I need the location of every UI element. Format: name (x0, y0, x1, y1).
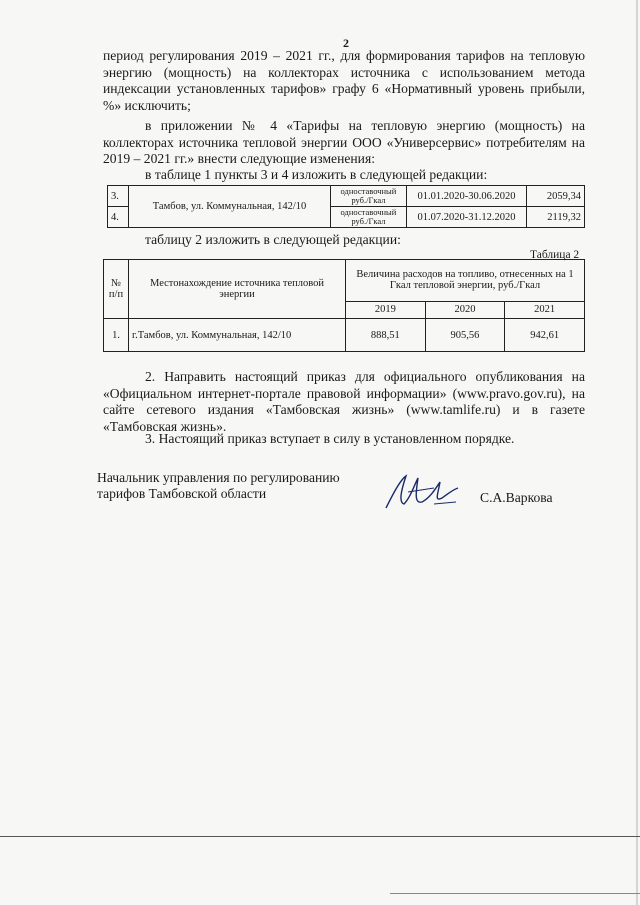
handwritten-signature (378, 468, 468, 518)
fuel-cost-table-2 (103, 259, 585, 352)
tariff-value-cell: 2059,34 (526, 186, 584, 207)
period-cell: 01.01.2020-30.06.2020 (407, 186, 527, 207)
tariff-type-cell: одноставочный руб./Гкал (330, 186, 407, 207)
table-header-row (104, 260, 585, 302)
header-fuel-cost: Величина расходов на топливо, отнесенных на 1 Гкал тепловой энергии, руб./Гкал (346, 260, 585, 302)
header-year: 2021 (505, 301, 585, 318)
row-number: 3. (108, 186, 129, 207)
paragraph-appendix-4: в приложении № 4 «Тарифы на тепловую энергию (мощность) на коллекторах источника тепловой энергии ООО «Универсервис» потребителям на 2019 – 2021 гг.» внести следующие изменения: (103, 118, 585, 166)
value-cell: 942,61 (505, 319, 585, 352)
scan-line-divider (390, 893, 640, 894)
table-row (104, 319, 585, 352)
header-number: № п/п (104, 260, 129, 319)
location-cell: г.Тамбов, ул. Коммунальная, 142/10 (129, 319, 346, 352)
tariff-table-1 (107, 185, 585, 228)
tariff-type-cell: одноставочный руб./Гкал (330, 207, 407, 228)
paragraph-effective: 3. Настоящий приказ вступает в силу в установленном порядке. (145, 431, 515, 446)
signer-title: Начальник управления по регулированию тарифов Тамбовской области (97, 470, 340, 501)
value-cell: 905,56 (425, 319, 505, 352)
signer-name: С.А.Варкова (480, 490, 553, 505)
tariff-value-cell: 2119,32 (526, 207, 584, 228)
address-cell: Тамбов, ул. Коммунальная, 142/10 (129, 186, 330, 228)
paragraph-publication: 2. Направить настоящий приказ для официального опубликования на «Официальном интернет-портале правовой информации» (www.pravo.gov.ru), на сайте сетевого издания «Тамбовская жизнь» (www.tamlife.ru) и в газете «Тамбовская жизнь». (103, 369, 585, 434)
header-year: 2020 (425, 301, 505, 318)
page-number: 2 (343, 36, 349, 50)
table2-caption: Таблица 2 (530, 249, 580, 261)
row-number: 1. (104, 319, 129, 352)
row-number: 4. (108, 207, 129, 228)
header-location: Местонахождение источника тепловой энергии (129, 260, 346, 319)
paragraph-continuation: период регулирования 2019 – 2021 гг., для формирования тарифов на тепловую энергию (мощность) на коллекторах источника с использованием метода индексации установленных тарифов» графу 6 «Нормативный уровень прибыли, %» исключить; (103, 48, 585, 113)
header-year: 2019 (346, 301, 426, 318)
period-cell: 01.07.2020-31.12.2020 (407, 207, 527, 228)
paragraph-table1-intro: в таблице 1 пункты 3 и 4 изложить в следующей редакции: (145, 167, 488, 182)
scan-line-divider (0, 836, 640, 837)
value-cell: 888,51 (346, 319, 426, 352)
table-row (108, 186, 585, 207)
scan-edge (636, 0, 638, 905)
paragraph-table2-intro: таблицу 2 изложить в следующей редакции: (145, 232, 401, 247)
